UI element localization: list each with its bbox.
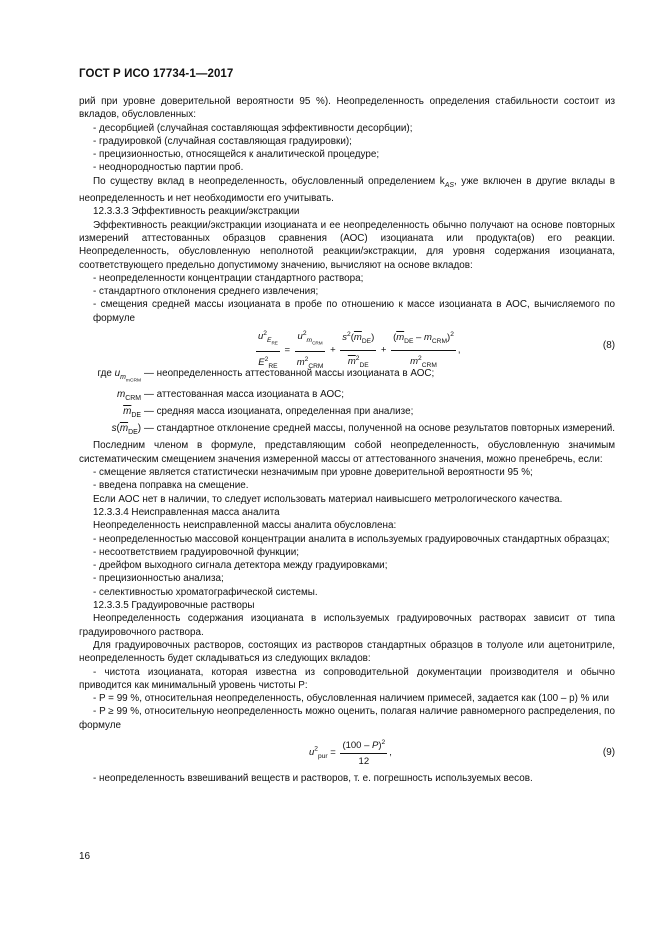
equation-8 bbox=[79, 327, 615, 370]
equation-9 bbox=[79, 734, 615, 770]
document-body bbox=[79, 95, 615, 785]
definition-row: $\overline{m}_{DE}$ — средняя масса изоцианата, определенная при анализе; bbox=[123, 405, 414, 419]
paragraph-2: По существу вклад в неопределенность, обусловленный определением $k_{AS}$, уже включен в другие вклады в неопределенность и нет необходимости его учитывать. bbox=[79, 175, 615, 205]
section-heading-12-3-3-4: 12.3.3.4 Неисправленная масса аналита bbox=[93, 506, 280, 518]
definitions-list bbox=[79, 367, 615, 439]
definition-row: $m_{CRM}$ — аттестованная масса изоцианата в АОС; bbox=[117, 388, 345, 402]
paragraph-1: рий при уровне доверительной вероятности 95 %). Неопределенность определения стабильности состоит из вкладов, обусловленных: bbox=[79, 96, 615, 121]
list-item: - градуировкой (случайная составляющая градуировки); bbox=[93, 135, 352, 147]
list-item: - дрейфом выходного сигнала детектора между градуировками; bbox=[93, 560, 388, 572]
paragraph-9: - неопределенность взвешиваний веществ и растворов, т. е. погрешность используемых весов. bbox=[93, 772, 533, 784]
list-item: - стандартного отклонения среднего извлечения; bbox=[93, 286, 319, 298]
list-item: - селективностью хроматографической системы. bbox=[93, 586, 318, 598]
list-item: - неопределенности концентрации стандартного раствора; bbox=[93, 272, 364, 284]
list-item: - чистота изоцианата, которая известна из сопроводительной документации производителя и обычно приводится как минимальный уровень чистоты P: bbox=[79, 666, 615, 691]
list-item: - неоднородностью партии проб. bbox=[93, 162, 244, 174]
equation-9-number: (9) bbox=[602, 746, 615, 758]
paragraph-8: Для градуировочных растворов, состоящих из растворов стандартных образцов в толуоле или ацетонитриле, неопределенность будет складываться из следующих вкладов: bbox=[79, 639, 615, 665]
definition-row: $s(\overline{m}_{DE})$ — стандартное отклонение средней массы, полученной на основе результатов повторных измерений. bbox=[111, 423, 616, 437]
list-item: - прецизионностью анализа; bbox=[93, 573, 224, 585]
paragraph-6: Неопределенность неисправленной массы аналита обусловлена: bbox=[93, 520, 397, 532]
paragraph-7: Неопределенность содержания изоцианата в используемых градуировочных растворах зависит от типа градуировочного раствора. bbox=[79, 613, 615, 638]
page-number: 16 bbox=[79, 851, 91, 862]
list-item: - десорбцией (случайная составляющая эффективности десорбции); bbox=[93, 122, 413, 134]
document-header: ГОСТ Р ИСО 17734-1—2017 bbox=[79, 68, 234, 80]
equation-9-expression: $u^2_{pur}$ = $\frac{(100 - P)^2}{12}$ , bbox=[309, 736, 392, 769]
list-item: - смещения средней массы изоцианата в пробе по отношению к массе изоцианата в АОС, вычисляемого по формуле bbox=[93, 299, 615, 324]
section-heading-12-3-3-3: 12.3.3.3 Эффективность реакции/экстракции bbox=[93, 206, 300, 218]
list-item: - смещение является статистически незначимым при уровне доверительной вероятности 95 %; bbox=[93, 467, 533, 479]
list-item: - неопределенностью массовой концентрации аналита в используемых градуировочных стандартных образцах; bbox=[93, 533, 610, 545]
list-item: - введена поправка на смещение. bbox=[93, 480, 249, 492]
section-heading-12-3-3-5: 12.3.3.5 Градуировочные растворы bbox=[93, 600, 255, 612]
list-item: - P ≥ 99 %, относительную неопределенность можно оценить, полагая наличие равномерного распределения, по формуле bbox=[79, 706, 615, 731]
equation-8-number: (8) bbox=[602, 340, 615, 352]
paragraph-3: Эффективность реакции/экстракции изоцианата и ее неопределенность обычно получают на основе повторных измерений аттестованных образцов сравнения (АОС) изоцианата или продукта(ов) его реакции. Неопределенность, обусловленную неполнотой реакции/экстракции, для уровня содержания изоцианата, соответствующего предельно допустимому значению, вычисляют на основе вкладов: bbox=[79, 219, 615, 271]
list-item: - прецизионностью, относящейся к аналитической процедуре; bbox=[93, 149, 380, 161]
paragraph-5: Если АОС нет в наличии, то следует использовать материал наивысшего метрологического качества. bbox=[93, 493, 563, 505]
definition-row: где $u_{m_{mCRM}}$ — неопределенность аттестованной массы изоцианата в АОС; bbox=[97, 368, 435, 384]
paragraph-4: Последним членом в формуле, представляющим собой неопределенность, обусловленную значимым систематическим смещением значения измеренной массы от аттестованного значения, можно пренебречь, если: bbox=[79, 440, 615, 465]
list-item: - несоответствием градуировочной функции; bbox=[93, 546, 299, 558]
list-item: - P = 99 %, относительная неопределенность, обусловленная наличием примесей, задается как (100 – p) % или bbox=[93, 693, 609, 705]
equation-8-expression: $\frac{u^2_{E_{RE}}}{E^2_{RE}}$ = $\frac{u^2_{m_{CRM}}}{m^2_{CRM}}$ + $\frac{s^2(\overline{m}_{DE})}{\overline{m}^2_{DE}}$ + $\frac{(\overline{m}_{DE} - m_{CRM})^2}{m^2_{CRM}}$ , bbox=[254, 327, 461, 373]
